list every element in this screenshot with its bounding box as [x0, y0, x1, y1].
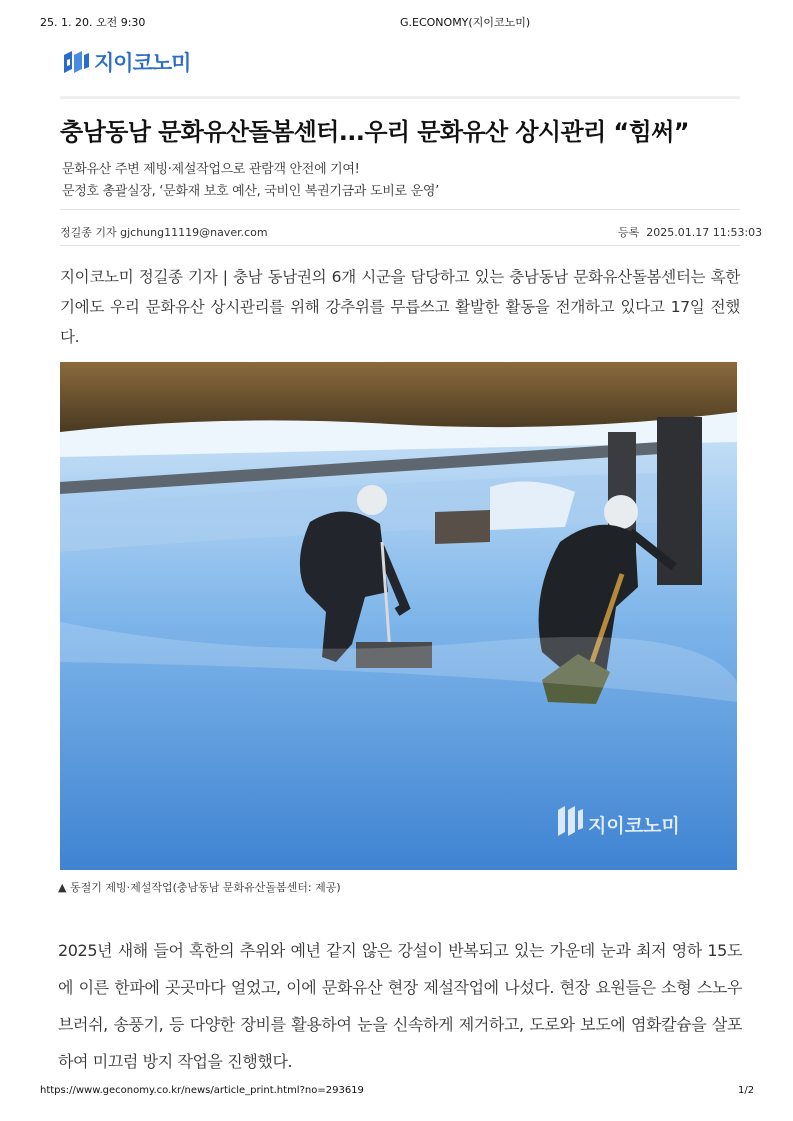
- print-date: 25. 1. 20. 오전 9:30: [40, 16, 146, 29]
- header-divider: [60, 96, 740, 99]
- registered-label: 등록: [618, 226, 640, 239]
- photo-caption: ▲ 동절기 제빙·제설작업(충남동남 문화유산돌봄센터: 제공): [58, 881, 341, 894]
- snow-removal-photo: [60, 362, 737, 870]
- subheadline-divider: [60, 209, 740, 210]
- article-photo: [60, 362, 737, 870]
- print-footer-url[interactable]: https://www.geconomy.co.kr/news/article_print.html?no=293619: [40, 1085, 364, 1096]
- geconomy-logo-icon: [62, 49, 90, 75]
- article-lead: 지이코노미 정길종 기자 | 충남 동남권의 6개 시군을 담당하고 있는 충남동남 문화유산돌봄센터는 혹한기에도 우리 문화유산 상시관리를 위해 강추위를 무릅쓰고 활발한 활동을 전개하고 있다고 17일 전했다.: [60, 268, 740, 346]
- meta-divider: [60, 245, 740, 246]
- subheadline-2: 문정호 총괄실장, ‘문화재 보호 예산, 국비인 복권기금과 도비로 운영’: [62, 184, 439, 199]
- subheadline-1: 문화유산 주변 제빙·제설작업으로 관람객 안전에 기여!: [62, 162, 360, 177]
- article-headline: 충남동남 문화유산돌봄센터...우리 문화유산 상시관리 “힘써”: [60, 118, 689, 146]
- registered-datetime: 2025.01.17 11:53:03: [646, 226, 763, 239]
- article-body: 2025년 새해 들어 혹한의 추위와 예년 같지 않은 강설이 반복되고 있는 가운데 눈과 최저 영하 15도에 이른 한파에 곳곳마다 얼었고, 이에 문화유산 현장 제설작업에 나섰다. 현장 요원들은 소형 스노우 브러쉬, 송풍기, 등 다양한 장비를 활용하여 눈을 신속하게 제거하고, 도로와 보도에 염화칼슘을 살포하여 미끄럼 방지 작업을 진행했다.: [58, 941, 742, 1071]
- logo-text: 지이코노미: [94, 51, 191, 75]
- byline: 정길종 기자 gjchung11119@naver.com: [60, 226, 268, 239]
- print-site-title: G.ECONOMY(지이코노미): [400, 16, 531, 29]
- svg-text:지이코노미: 지이코노미: [588, 815, 680, 837]
- print-page-number: 1/2: [738, 1085, 755, 1096]
- site-logo[interactable]: [62, 47, 190, 77]
- registered-date: [618, 224, 762, 240]
